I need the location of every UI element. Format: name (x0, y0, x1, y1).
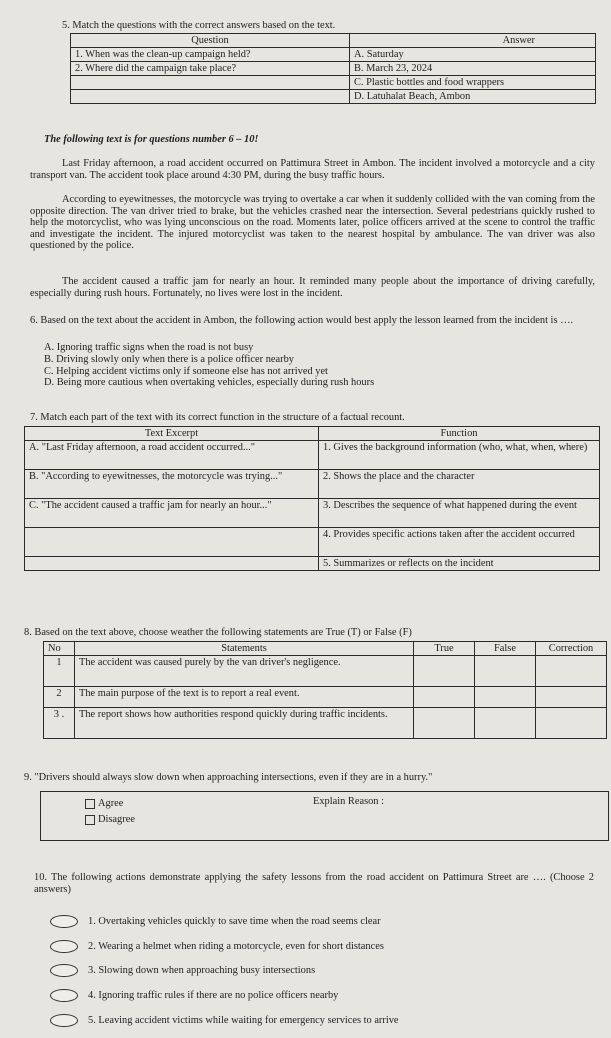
q5-answer-c: C. Plastic bottles and food wrappers (350, 76, 596, 90)
q7-function-4: 4. Provides specific actions taken after the accident occurred (319, 528, 600, 557)
q5-answer-b: B. March 23, 2024 (350, 62, 596, 76)
q6-options (44, 342, 374, 389)
q9-disagree-option[interactable] (85, 814, 135, 825)
q5-col-question: Question (71, 34, 350, 48)
q8-row-2-no: 2 (44, 687, 75, 708)
q10-stem: 10. The following actions demonstrate applying the safety lessons from the road accident on Pattimura Street are …. (Choose 2 answers) (34, 872, 594, 895)
q8-row-3-correction-cell[interactable] (536, 708, 607, 739)
q8-row-1-true-cell[interactable] (414, 656, 475, 687)
q8-true-false-table (43, 641, 607, 739)
q8-title: 8. Based on the text above, choose weather the following statements are True (T) or False (F) (24, 627, 412, 638)
table-row (71, 62, 596, 76)
q7-excerpt-c: C. "The accident caused a traffic jam for nearly an hour..." (25, 499, 319, 528)
table-row (25, 528, 600, 557)
q5-answer-d: D. Latuhalat Beach, Ambon (350, 90, 596, 104)
q7-function-5: 5. Summarizes or reflects on the incident (319, 557, 600, 571)
table-row (25, 557, 600, 571)
q7-excerpt-b: B. "According to eyewitnesses, the motorcycle was trying..." (25, 470, 319, 499)
q8-row-1-statement: The accident was caused purely by the van driver's negligence. (75, 656, 414, 687)
q10-option-5-label: 5. Leaving accident victims while waiting for emergency services to arrive (88, 1014, 399, 1026)
q8-row-2-correction-cell[interactable] (536, 687, 607, 708)
q5-col-answer: Answer (350, 34, 596, 48)
q10-option-4-label: 4. Ignoring traffic rules if there are no police officers nearby (88, 989, 339, 1001)
table-row (71, 76, 596, 90)
q7-excerpt-a: A. "Last Friday afternoon, a road accident occurred..." (25, 441, 319, 470)
q9-explain-label: Explain Reason : (313, 796, 384, 807)
q8-col-false: False (475, 642, 536, 656)
q10-option-1[interactable] (50, 915, 381, 928)
q6-stem: 6. Based on the text about the accident in Ambon, the following action would best apply the lesson learned from the incident is …. (30, 315, 574, 326)
q8-row-1-correction-cell[interactable] (536, 656, 607, 687)
passage-paragraph-3: The accident caused a traffic jam for nearly an hour. It reminded many people about the importance of driving carefully, especially during rush hours. Fortunately, no lives were lost in the incident. (30, 276, 595, 299)
q7-function-3: 3. Describes the sequence of what happened during the event (319, 499, 600, 528)
q7-col-excerpt: Text Excerpt (25, 427, 319, 441)
table-row (25, 499, 600, 528)
q6-option-a[interactable]: A. Ignoring traffic signs when the road is not busy (44, 342, 254, 353)
q8-row-1-false-cell[interactable] (475, 656, 536, 687)
table-row (44, 687, 607, 708)
q7-matching-table (24, 426, 600, 571)
q7-function-2: 2. Shows the place and the character (319, 470, 600, 499)
passage-paragraph-1: Last Friday afternoon, a road accident occurred on Pattimura Street in Ambon. The incident involved a motorcycle and a city transport van. The accident took place around 4:30 PM, during the busy traffic hours. (30, 158, 595, 181)
q10-option-5[interactable] (50, 1014, 399, 1027)
passage-intro: The following text is for questions number 6 – 10! (44, 134, 259, 145)
answer-circle-icon[interactable] (50, 964, 78, 977)
table-row (25, 441, 600, 470)
q6-option-d[interactable]: D. Being more cautious when overtaking vehicles, especially during rush hours (44, 377, 375, 389)
table-row (25, 470, 600, 499)
q8-row-2-statement: The main purpose of the text is to report a real event. (75, 687, 414, 708)
q7-function-1: 1. Gives the background information (who, what, when, where) (319, 441, 600, 470)
checkbox-icon[interactable] (85, 799, 95, 809)
q7-col-function: Function (319, 427, 600, 441)
q9-disagree-label: Disagree (98, 814, 135, 825)
q9-answer-box (40, 791, 609, 841)
q10-option-2[interactable] (50, 940, 384, 953)
q8-row-2-false-cell[interactable] (475, 687, 536, 708)
q9-agree-option[interactable] (85, 798, 123, 809)
answer-circle-icon[interactable] (50, 989, 78, 1002)
q7-excerpt-empty-2 (25, 557, 319, 571)
passage-paragraph-2: According to eyewitnesses, the motorcycle was trying to overtake a car when it suddenly collided with the van coming from the opposite direction. The van driver tried to brake, but the vehicles crashed near the intersection. Several pedestrians quickly rushed to help the motorcyclist, who was lying unconscious on the road. Moments later, police officers arrived at the scene to control the traffic and investigate the incident. The injured motorcyclist was taken to the nearest hospital by ambulance. The van driver was also questioned by the police. (30, 194, 595, 252)
q10-option-2-label: 2. Wearing a helmet when riding a motorcycle, even for short distances (88, 940, 384, 952)
q8-row-2-true-cell[interactable] (414, 687, 475, 708)
q7-title: 7. Match each part of the text with its correct function in the structure of a factual recount. (30, 412, 405, 423)
q5-question-empty-2 (71, 90, 350, 104)
q8-row-3-true-cell[interactable] (414, 708, 475, 739)
q5-matching-table (70, 33, 596, 104)
q10-option-3[interactable] (50, 964, 315, 977)
q8-row-3-false-cell[interactable] (475, 708, 536, 739)
table-row (44, 708, 607, 739)
q10-option-1-label: 1. Overtaking vehicles quickly to save time when the road seems clear (88, 915, 381, 927)
table-row (44, 656, 607, 687)
table-row (71, 48, 596, 62)
q5-answer-a: A. Saturday (350, 48, 596, 62)
q5-question-1: 1. When was the clean-up campaign held? (71, 48, 350, 62)
q8-col-statements: Statements (75, 642, 414, 656)
q7-excerpt-empty-1 (25, 528, 319, 557)
q5-question-empty-1 (71, 76, 350, 90)
answer-circle-icon[interactable] (50, 1014, 78, 1027)
q8-col-correction: Correction (536, 642, 607, 656)
q8-row-3-statement: The report shows how authorities respond quickly during traffic incidents. (75, 708, 414, 739)
q8-col-no: No (44, 642, 75, 656)
answer-circle-icon[interactable] (50, 915, 78, 928)
q6-option-b[interactable]: B. Driving slowly only when there is a police officer nearby (44, 353, 294, 365)
q5-question-2: 2. Where did the campaign take place? (71, 62, 350, 76)
table-row (71, 90, 596, 104)
answer-circle-icon[interactable] (50, 940, 78, 953)
q9-stem: 9. "Drivers should always slow down when approaching intersections, even if they are in a hurry." (24, 772, 433, 783)
q10-option-4[interactable] (50, 989, 338, 1002)
q5-title: 5. Match the questions with the correct answers based on the text. (62, 20, 336, 31)
q9-agree-label: Agree (98, 798, 124, 809)
checkbox-icon[interactable] (85, 815, 95, 825)
q8-row-3-no: 3 . (44, 708, 75, 739)
q8-row-1-no: 1 (44, 656, 75, 687)
q6-option-c[interactable]: C. Helping accident victims only if someone else has not arrived yet (44, 365, 328, 377)
q8-col-true: True (414, 642, 475, 656)
q10-option-3-label: 3. Slowing down when approaching busy intersections (88, 964, 316, 976)
